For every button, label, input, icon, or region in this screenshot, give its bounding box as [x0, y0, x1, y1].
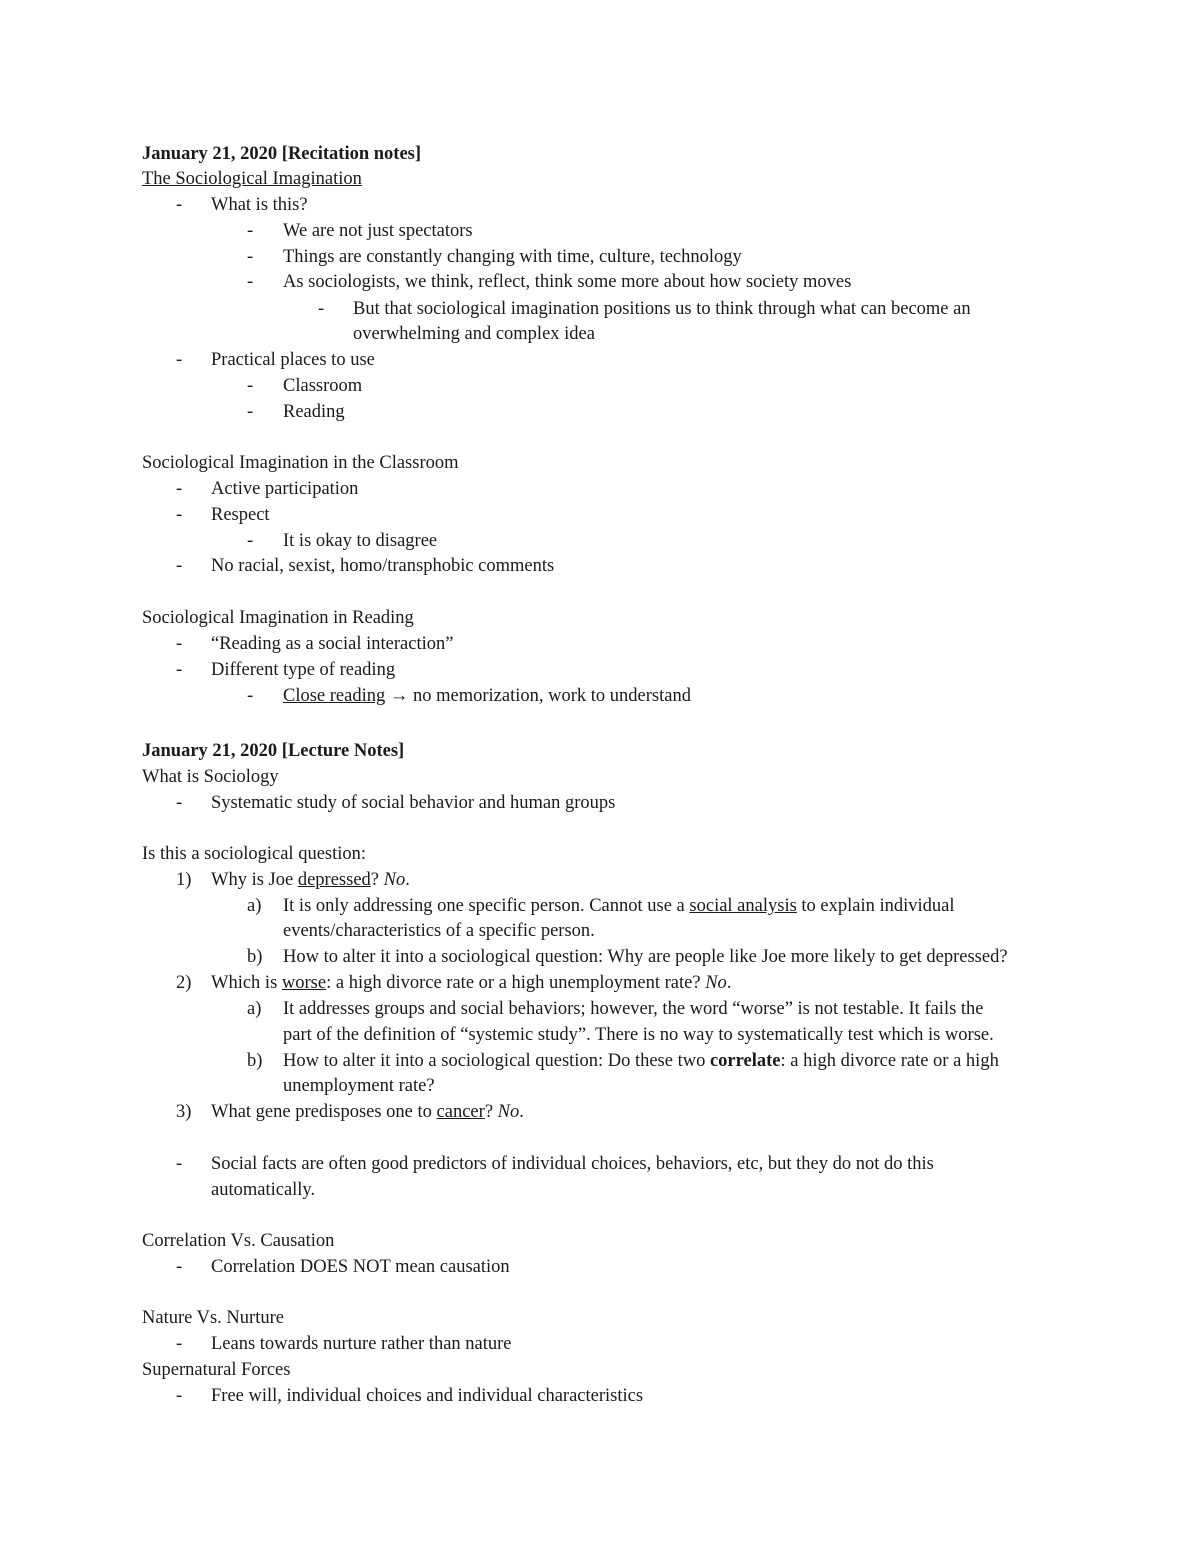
answer: No — [383, 870, 406, 890]
bullet: - — [318, 299, 325, 319]
question-text: ? — [370, 870, 384, 890]
bullet: - — [247, 686, 254, 706]
bullet: - — [176, 195, 183, 215]
bullet: - — [176, 1334, 183, 1354]
underlined-term: cancer — [436, 1102, 485, 1122]
question-2 — [211, 972, 731, 994]
close-reading-term: Close reading — [283, 686, 386, 706]
question-text: . — [726, 973, 732, 993]
bullet: - — [176, 1154, 183, 1174]
underlined-term: worse — [281, 973, 327, 993]
list-number: 3) — [176, 1102, 192, 1122]
bullet: - — [176, 793, 183, 813]
list-item: “Reading as a social interaction” — [211, 634, 454, 654]
close-reading-definition: → no memorization, work to understand — [385, 686, 691, 706]
list-item: Practical places to use — [211, 350, 375, 370]
list-item: It is okay to disagree — [283, 531, 438, 551]
lecture-title: January 21, 2020 [Lecture Notes] — [142, 741, 405, 761]
section-heading-correlation: Correlation Vs. Causation — [142, 1231, 335, 1251]
sub-item-text: It is only addressing one specific person. Cannot use a — [283, 896, 690, 916]
list-item: Free will, individual choices and individual characteristics — [211, 1386, 644, 1406]
section-heading-nature: Nature Vs. Nurture — [142, 1308, 284, 1328]
list-number: 2) — [176, 973, 192, 993]
sub-item — [283, 1050, 999, 1072]
bullet: - — [247, 376, 254, 396]
question-text: Which is — [211, 973, 282, 993]
bullet: - — [176, 479, 183, 499]
bullet: - — [176, 350, 183, 370]
sub-item-continuation: part of the definition of “systemic study”. There is no way to systematically test which is worse. — [283, 1025, 994, 1045]
section-heading-supernatural: Supernatural Forces — [142, 1360, 291, 1380]
sub-item-continuation: unemployment rate? — [283, 1076, 435, 1096]
list-item: Active participation — [211, 479, 359, 499]
list-item: Classroom — [283, 376, 363, 396]
underlined-term: depressed — [297, 870, 371, 890]
section-heading-classroom: Sociological Imagination in the Classroom — [142, 453, 459, 473]
bullet: - — [247, 221, 254, 241]
list-letter: a) — [247, 999, 262, 1019]
list-item: As sociologists, we think, reflect, think some more about how society moves — [283, 272, 852, 292]
sub-item-text: How to alter it into a sociological question: Do these two — [283, 1051, 710, 1071]
sub-item: It addresses groups and social behaviors; however, the word “worse” is not testable. It fails the — [283, 999, 984, 1019]
question-text: Why is Joe — [211, 870, 298, 890]
sub-item-continuation: events/characteristics of a specific person. — [283, 921, 595, 941]
question-3 — [211, 1101, 524, 1123]
underlined-term: social analysis — [689, 896, 797, 916]
question-text: . — [519, 1102, 524, 1122]
list-item: What is this? — [211, 195, 308, 215]
list-item: Systematic study of social behavior and human groups — [211, 793, 616, 813]
question-text: : a high divorce rate or a high unemployment rate? — [326, 973, 706, 993]
list-item-close-reading — [283, 685, 691, 707]
section-heading-what-is-sociology: What is Sociology — [142, 767, 279, 787]
list-item-continuation: overwhelming and complex idea — [353, 324, 595, 344]
sub-item-text: : a high divorce rate or a high — [780, 1051, 999, 1071]
question-text: ? — [484, 1102, 498, 1122]
sub-item: How to alter it into a sociological question: Why are people like Joe more likely to get depressed? — [283, 947, 1008, 967]
bullet: - — [176, 1386, 183, 1406]
bullet: - — [176, 660, 183, 680]
list-letter: a) — [247, 896, 262, 916]
list-letter: b) — [247, 947, 263, 967]
list-number: 1) — [176, 870, 192, 890]
list-item: Different type of reading — [211, 660, 396, 680]
bullet: - — [247, 272, 254, 292]
list-item: Leans towards nurture rather than nature — [211, 1334, 512, 1354]
section-heading-sociological-imagination: The Sociological Imagination — [142, 169, 362, 189]
bullet: - — [176, 1257, 183, 1277]
bullet: - — [176, 505, 183, 525]
bullet: - — [247, 247, 254, 267]
question-1 — [211, 869, 410, 891]
answer: No — [497, 1102, 520, 1122]
list-item: We are not just spectators — [283, 221, 473, 241]
bullet: - — [247, 402, 254, 422]
section-heading-reading: Sociological Imagination in Reading — [142, 608, 414, 628]
sub-item — [283, 895, 955, 917]
bullet: - — [176, 634, 183, 654]
list-item: Respect — [211, 505, 270, 525]
answer: No — [705, 973, 727, 993]
section-heading-question: Is this a sociological question: — [142, 844, 367, 864]
list-item: No racial, sexist, homo/transphobic comments — [211, 556, 555, 576]
list-item: Social facts are often good predictors of individual choices, behaviors, etc, but they do not do this — [211, 1154, 934, 1174]
sub-item-text: to explain individual — [796, 896, 955, 916]
list-item: Reading — [283, 402, 345, 422]
bullet: - — [247, 531, 254, 551]
list-item: But that sociological imagination positions us to think through what can become an — [353, 299, 971, 319]
question-text: What gene predisposes one to — [211, 1102, 437, 1122]
bullet: - — [176, 556, 183, 576]
list-item-continuation: automatically. — [211, 1180, 316, 1200]
list-item: Things are constantly changing with time, culture, technology — [283, 247, 742, 267]
list-item: Correlation DOES NOT mean causation — [211, 1257, 510, 1277]
bold-term: correlate — [709, 1051, 781, 1071]
list-letter: b) — [247, 1051, 263, 1071]
recitation-title: January 21, 2020 [Recitation notes] — [142, 144, 422, 164]
question-text: . — [405, 870, 410, 890]
